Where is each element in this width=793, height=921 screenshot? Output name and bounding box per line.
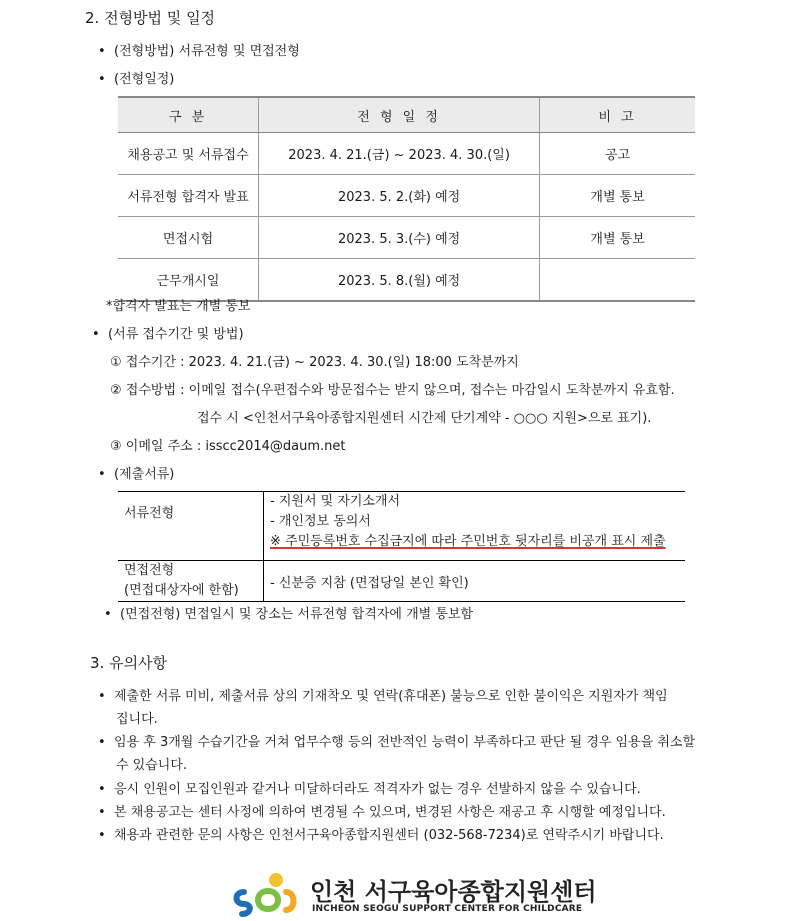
docs-item: - 신분증 지참 (면접당일 본인 확인) xyxy=(264,561,686,602)
apply-method: ② 접수방법 : 이메일 접수(우편접수와 방문접수는 받지 않으며, 접수는 마감일시 도착분까지 유효함. xyxy=(110,383,675,398)
logo-dot-yellow xyxy=(269,873,283,887)
bullet-icon: • xyxy=(92,327,100,342)
logo-name-ko: 인천 서구육아종합지원센터 xyxy=(310,878,597,906)
bullet-apply-text: (서류 접수기간 및 방법) xyxy=(108,327,244,342)
table-row xyxy=(118,217,695,259)
table-row xyxy=(118,561,685,602)
logo-name-en: INCHEON SEOGU SUPPORT CENTER FOR CHILDCARE xyxy=(312,904,583,914)
bullet-icon: • xyxy=(98,44,106,59)
center-logo xyxy=(230,870,597,918)
bullet-icon: • xyxy=(98,72,106,87)
bullet-icon: • xyxy=(98,828,106,843)
apply-email: ③ 이메일 주소 : isscc2014@daum.net xyxy=(110,439,346,454)
schedule-header-cell: 전 형 일 정 xyxy=(259,97,540,133)
notice-text: 본 채용공고는 센터 사정에 의하여 변경될 수 있으며, 변경된 사항은 재공고 후 시행할 예정입니다. xyxy=(114,805,666,820)
bullet-docs xyxy=(98,463,174,482)
schedule-cell: 2023. 5. 2.(화) 예정 xyxy=(259,175,540,217)
schedule-cell: 서류전형 합격자 발표 xyxy=(118,175,259,217)
documents-table xyxy=(118,491,685,602)
docs-items xyxy=(264,492,686,561)
notice-item xyxy=(98,685,668,704)
schedule-header-cell: 구 분 xyxy=(118,97,259,133)
bullet-icon: • xyxy=(98,735,106,750)
table-row xyxy=(118,133,695,175)
schedule-header-row xyxy=(118,97,695,133)
schedule-table xyxy=(118,96,695,302)
docs-label xyxy=(118,561,264,602)
logo-mark-icon xyxy=(230,870,300,918)
bullet-apply xyxy=(92,323,244,342)
notice-text-cont: 집니다. xyxy=(116,712,158,727)
bullet-interview-text: (면접전형) 면접일시 및 장소는 서류전형 합격자에 개별 통보함 xyxy=(120,607,474,622)
notice-text-cont: 수 있습니다. xyxy=(116,758,188,773)
schedule-cell xyxy=(540,259,695,302)
notice-item xyxy=(98,731,695,750)
schedule-cell: 근무개시일 xyxy=(118,259,259,302)
bullet-schedule xyxy=(98,68,174,87)
bullet-interview xyxy=(104,603,473,622)
notice-text: 채용과 관련한 문의 사항은 인천서구육아종합지원센터 (032-568-7234)로 연락주시기 바랍니다. xyxy=(114,828,664,843)
schedule-cell: 공고 xyxy=(540,133,695,175)
notice-item xyxy=(98,824,664,843)
schedule-cell: 개별 통보 xyxy=(540,175,695,217)
notice-item xyxy=(98,801,666,820)
docs-label: 서류전형 xyxy=(118,492,264,561)
schedule-cell: 개별 통보 xyxy=(540,217,695,259)
bullet-icon: • xyxy=(98,467,106,482)
logo-arc xyxy=(286,892,294,910)
bullet-method-text: (전형방법) 서류전형 및 면접전형 xyxy=(114,44,300,59)
section2-title: 2. 전형방법 및 일정 xyxy=(85,9,216,27)
table-row xyxy=(118,492,685,561)
table-row xyxy=(118,175,695,217)
docs-label-line: (면접대상자에 한함) xyxy=(124,583,239,598)
logo-c-shape xyxy=(258,891,278,909)
logo-s-shape xyxy=(237,892,250,914)
docs-notice-text: ※ 주민등록번호 수집금지에 따라 주민번호 뒷자리를 비공개 표시 제출 xyxy=(270,534,666,549)
notice-text: 응시 인원이 모집인원과 같거나 미달하더라도 적격자가 없는 경우 선발하지 않을 수 있습니다. xyxy=(114,782,641,797)
notice-text: 제출한 서류 미비, 제출서류 상의 기재착오 및 연락(휴대폰) 불능으로 인한 불이익은 지원자가 책임 xyxy=(114,689,668,704)
bullet-schedule-text: (전형일정) xyxy=(114,72,175,87)
docs-label-line: 면접전형 xyxy=(124,563,175,578)
apply-method-cont: 접수 시 <인천서구육아종합지원센터 시간제 단기계약 - ○○○ 지원>으로 표기). xyxy=(197,411,652,426)
bullet-icon: • xyxy=(98,805,106,820)
notice-item xyxy=(98,778,641,797)
bullet-icon: • xyxy=(98,689,106,704)
schedule-cell: 면접시험 xyxy=(118,217,259,259)
docs-item: - 개인정보 동의서 xyxy=(270,514,371,529)
schedule-cell: 2023. 4. 21.(금) ~ 2023. 4. 30.(일) xyxy=(259,133,540,175)
bullet-icon: • xyxy=(104,607,112,622)
schedule-cell: 채용공고 및 서류접수 xyxy=(118,133,259,175)
section3-title: 3. 유의사항 xyxy=(90,654,168,672)
schedule-note: *합격자 발표는 개별 통보 xyxy=(106,299,251,314)
bullet-docs-text: (제출서류) xyxy=(114,467,175,482)
docs-notice xyxy=(270,532,685,552)
schedule-cell: 2023. 5. 8.(월) 예정 xyxy=(259,259,540,302)
bullet-method xyxy=(98,40,300,59)
schedule-header-cell: 비 고 xyxy=(540,97,695,133)
schedule-cell: 2023. 5. 3.(수) 예정 xyxy=(259,217,540,259)
notice-text: 임용 후 3개월 수습기간을 거쳐 업무수행 등의 전반적인 능력이 부족하다고 판단 될 경우 임용을 취소할 xyxy=(114,735,696,750)
apply-period: ① 접수기간 : 2023. 4. 21.(금) ~ 2023. 4. 30.(일) 18:00 도착분까지 xyxy=(110,355,519,370)
docs-item: - 지원서 및 자기소개서 xyxy=(270,494,401,509)
bullet-icon: • xyxy=(98,782,106,797)
